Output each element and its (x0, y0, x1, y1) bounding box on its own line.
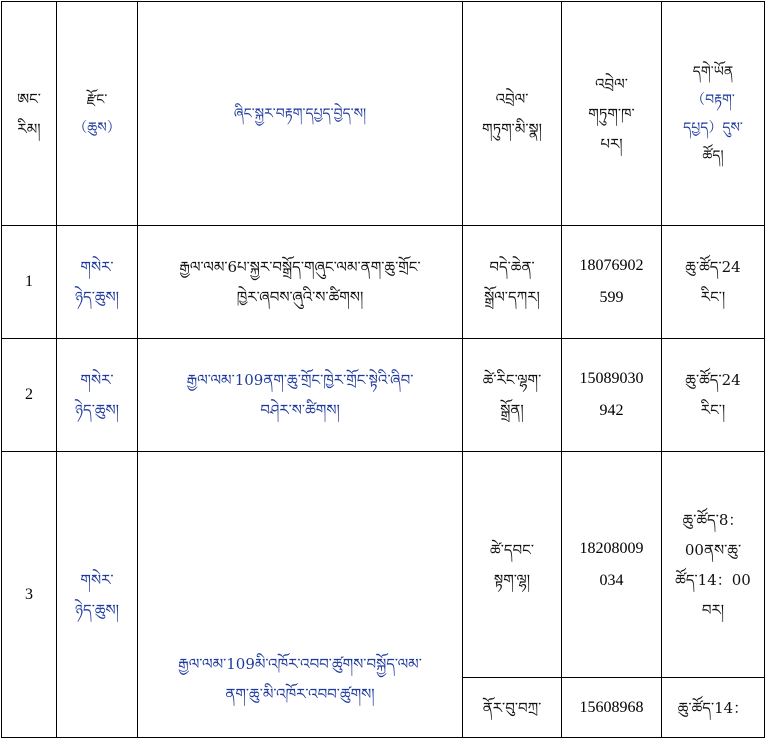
site-cell: རྒྱལ་ལམ་6པ་སྐྱར་བསྒྲོད་གཞུང་ལམ་ནག་ཆུ་གྲོང་ ཁྱེར་ཞབས་ཞུའི་ས་ཚིགས། (138, 226, 463, 339)
site-cell: རྒྱལ་ལམ་109ནག་ཆུ་གྲོང་ཁྱེར་གྲོང་སྟེའི་ཞིབ་ བཤེར་ས་ཚིགས། (138, 339, 463, 452)
phone-cell: 18208009 034 (562, 452, 662, 678)
header-service-time: དགེ་ཡོན （བརྟག་ དཔྱད）དུས་ ཚོད། (662, 2, 765, 226)
time-cell: ཆུ་ཚོད་14： (662, 678, 765, 738)
header-county: རྫོང་ （ཆུས） (57, 2, 138, 226)
row-number: 2 (2, 339, 57, 452)
time-cell: ཆུ་ཚོད་24 རིང་། (662, 226, 765, 339)
inspection-sites-table (1, 1, 765, 738)
contact-cell: ནོར་བུ་བཀྲ་ (463, 678, 562, 738)
contact-cell: ཚེ་དབང་ སྟག་ལྷ། (463, 452, 562, 678)
county-cell: གསེར་ ཉེད་ཆུས། (57, 226, 138, 339)
table-row (2, 339, 765, 452)
county-cell: གསེར་ ཉེད་ཆུས། (57, 452, 138, 738)
table-row (2, 226, 765, 339)
time-cell: ཆུ་ཚོད་8： 00ནས་ཆུ་ ཚོད་14：00 བར། (662, 452, 765, 678)
row-number: 1 (2, 226, 57, 339)
table-row (2, 452, 765, 678)
phone-cell: 18076902 599 (562, 226, 662, 339)
contact-cell: ཚེ་རིང་ལྷག་ སྒྲོན། (463, 339, 562, 452)
phone-cell: 15608968 (562, 678, 662, 738)
phone-cell: 15089030 942 (562, 339, 662, 452)
header-inspection-site: ཞིང་སྐྱར་བརྟག་དཔྱད་བྱེད་ས། (138, 2, 463, 226)
row-number: 3 (2, 452, 57, 738)
header-serial-number: ཨང་ རིམ། (2, 2, 57, 226)
contact-cell: བདེ་ཆེན་ སྒྲོལ་དཀར། (463, 226, 562, 339)
county-cell: གསེར་ ཉེད་ཆུས། (57, 339, 138, 452)
time-cell: ཆུ་ཚོད་24 རིང་། (662, 339, 765, 452)
header-row (2, 2, 765, 226)
header-contact-person: འབྲེལ་ གཏུག་མི་སྣ། (463, 2, 562, 226)
header-contact-phone: འབྲེལ་ གཏུག་ཁ་ པར། (562, 2, 662, 226)
site-cell: རྒྱལ་ལམ་109མི་འཁོར་འབབ་ཚུགས་བསྐྱོད་ལམ་ ནག་ཆུ་མི་འཁོར་འབབ་ཚུགས། (138, 452, 463, 738)
